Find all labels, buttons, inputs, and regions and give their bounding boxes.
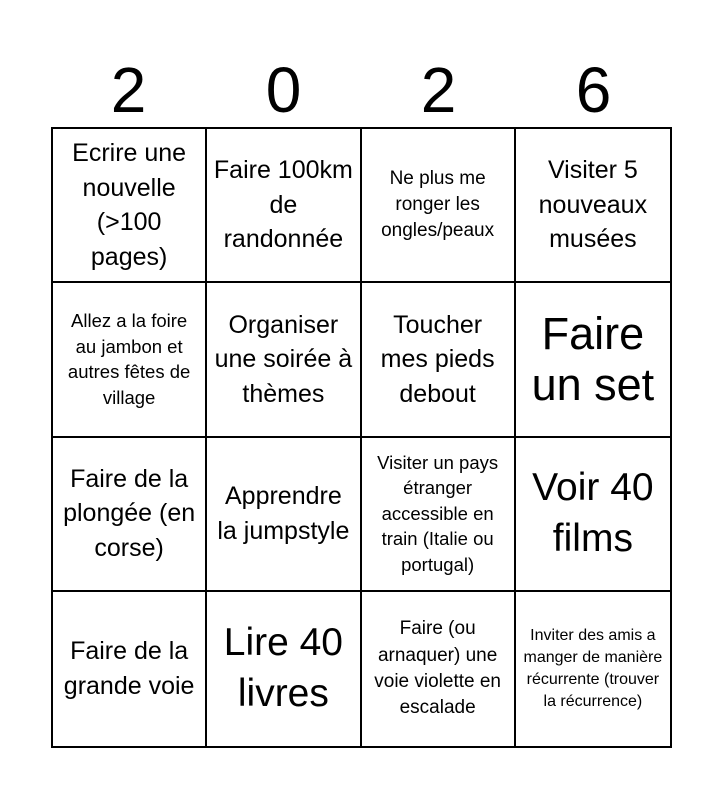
bingo-grid: [51, 127, 672, 748]
bingo-cell-text: Voir 40 films: [532, 465, 654, 560]
bingo-cell[interactable]: [362, 283, 516, 437]
bingo-cell[interactable]: [362, 438, 516, 592]
bingo-cell[interactable]: [53, 438, 207, 592]
header-digit-3: 2: [420, 54, 457, 126]
bingo-cell[interactable]: [53, 592, 207, 746]
bingo-cell[interactable]: [207, 438, 361, 592]
bingo-cell-text: Inviter des amis a manger de manière récurrente (trouver la récurrence): [523, 626, 663, 710]
bingo-header: [51, 52, 671, 128]
bingo-cell[interactable]: [207, 592, 361, 746]
bingo-cell-text: Toucher mes pieds debout: [380, 310, 495, 408]
bingo-cell-text: Visiter 5 nouveaux musées: [538, 156, 648, 254]
bingo-cell[interactable]: [53, 129, 207, 283]
bingo-cell[interactable]: [362, 592, 516, 746]
bingo-cell-text: Lire 40 livres: [223, 621, 343, 715]
bingo-cell-text: Ne plus me ronger les ongles/peaux: [381, 167, 495, 242]
header-digit-4: 6: [575, 54, 612, 126]
bingo-cell-text: Faire (ou arnaquer) une voie violette en escalade: [374, 618, 501, 719]
bingo-cell-text: Ecrire une nouvelle (>100 pages): [72, 139, 187, 271]
bingo-cell[interactable]: [53, 283, 207, 437]
header-digit-2: 0: [265, 54, 302, 126]
bingo-cell-text: Apprendre la jumpstyle: [217, 482, 350, 545]
header-digit-1: 2: [110, 54, 147, 126]
bingo-cell-text: Faire 100km de randonnée: [213, 156, 353, 254]
bingo-cell[interactable]: [516, 438, 670, 592]
bingo-cell[interactable]: [516, 283, 670, 437]
bingo-cell-text: Faire un set: [531, 307, 655, 411]
bingo-cell-text: Visiter un pays étranger accessible en train (Italie ou portugal): [377, 451, 499, 575]
bingo-cell-text: Allez a la foire au jambon et autres fêtes de village: [67, 310, 191, 408]
bingo-cell[interactable]: [207, 129, 361, 283]
bingo-cell[interactable]: [516, 129, 670, 283]
bingo-cell-text: Organiser une soirée à thèmes: [214, 310, 353, 408]
bingo-cell-text: Faire de la grande voie: [63, 637, 195, 700]
bingo-cell[interactable]: [362, 129, 516, 283]
bingo-cell[interactable]: [516, 592, 670, 746]
bingo-cell-text: Faire de la plongée (en corse): [63, 464, 196, 562]
bingo-cell[interactable]: [207, 283, 361, 437]
